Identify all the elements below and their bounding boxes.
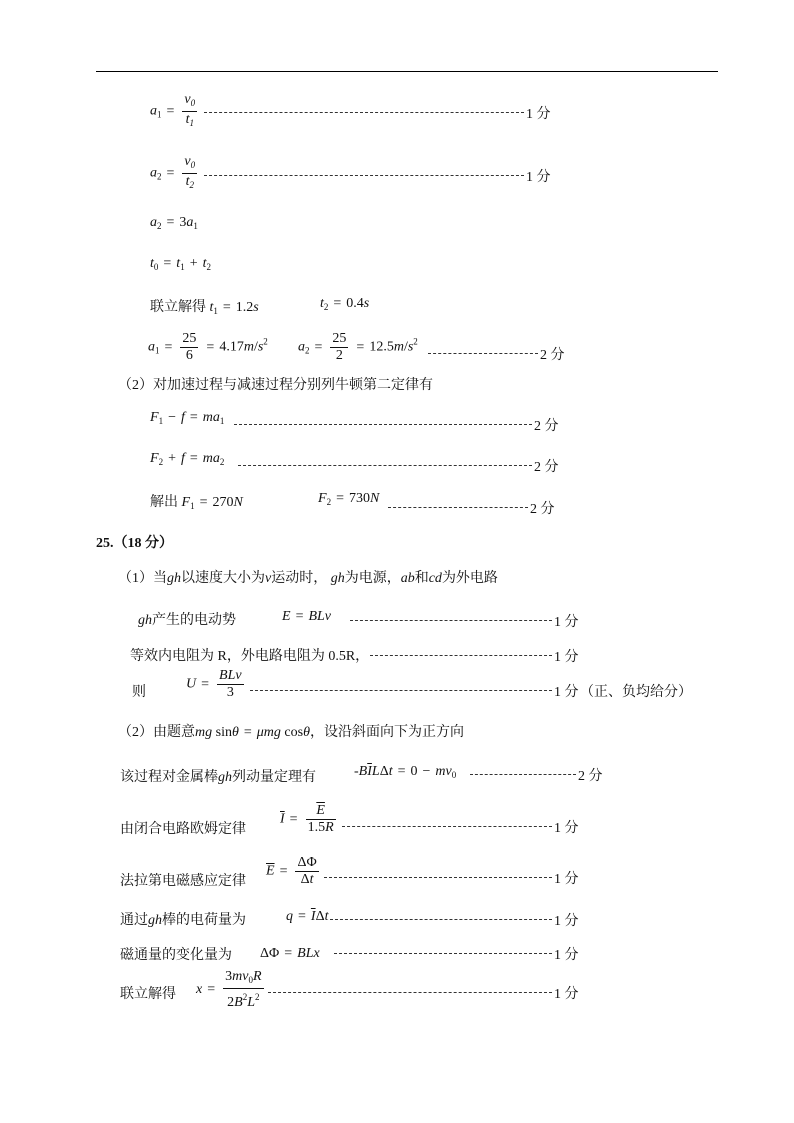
score-mark: 2 分	[530, 502, 555, 517]
equation-f2: $F_2 + f = ma_2$	[150, 451, 225, 467]
score-mark: 1 分	[554, 914, 579, 929]
score-mark: 1 分	[554, 685, 579, 700]
intro-text: （2）由题意	[118, 725, 195, 740]
equation-a1: $a_1$ = $\frac{v_0}{t_1}$	[150, 92, 196, 128]
score-mark: 1 分	[526, 107, 551, 122]
score-mark: 1 分	[554, 650, 579, 665]
part2-intro: （2）对加速过程与减速过程分别列牛顿第二定律有	[118, 378, 433, 393]
equation-a2-3a1: $a_2 = 3a_1$	[150, 215, 198, 231]
charge-label: 通过gh棒的电荷量为	[120, 913, 246, 928]
final-label: 联立解得	[120, 987, 176, 1002]
ohm-label: 由闭合电路欧姆定律	[120, 822, 246, 837]
faraday-label: 法拉第电磁感应定律	[120, 874, 246, 889]
emf-label-line: gh产生的电动势	[138, 613, 236, 628]
score-mark: 2 分	[534, 460, 559, 475]
score-mark: 1 分	[554, 615, 579, 630]
solve-label: 解出	[150, 495, 178, 510]
dash-leader	[342, 826, 552, 827]
emf-label: 产生的电动势	[152, 613, 236, 628]
equation-a2-value: $a_2$ = $\frac{25}{2}$ = $12.5m/s^2$	[298, 331, 418, 363]
score-mark: 1 分	[526, 170, 551, 185]
dash-leader	[334, 953, 552, 954]
dash-leader	[350, 620, 552, 621]
intro-text: （1）当	[118, 571, 167, 586]
resistance-text: 等效内电阻为 R，外电路电阻为 0.5R，	[130, 649, 370, 664]
momentum-label: 该过程对金属棒gh列动量定理有	[120, 770, 316, 785]
equation-a1-value: $a_1$ = $\frac{25}{6}$ = $4.17m/s^2$	[148, 331, 268, 363]
dash-leader	[324, 877, 552, 878]
score-mark: 1 分	[554, 987, 579, 1002]
intro-text: 和	[414, 571, 429, 586]
equation-charge: $q = \overline{I}\Delta t$	[286, 909, 329, 924]
ze-label: 则	[132, 685, 146, 700]
score-mark: 1 分	[554, 872, 579, 887]
label-text: 棒的电荷量为	[162, 913, 246, 928]
intro-text: ，设沿斜面向下为正方向	[309, 725, 464, 740]
solve-t2: $t_2 = 0.4s$	[320, 296, 370, 312]
intro-text: 以速度大小为	[181, 571, 265, 586]
score-mark: 1 分	[554, 948, 579, 963]
intro-text: 为电源，	[344, 571, 401, 586]
equation-emf: E = BLv	[282, 609, 332, 624]
header-rule	[96, 71, 718, 72]
label-text: 该过程对金属棒	[120, 770, 218, 785]
intro-text: 运动时，	[271, 571, 328, 586]
dash-leader	[238, 465, 532, 466]
dash-leader	[204, 112, 524, 113]
results-label: 联立解得	[150, 300, 206, 315]
dash-leader	[388, 507, 528, 508]
q25-part2-intro: （2）由题意mg sinθ = μmg cosθ，设沿斜面向下为正方向	[118, 725, 464, 740]
dash-leader	[234, 424, 532, 425]
dash-leader	[330, 919, 552, 920]
dash-leader	[268, 992, 552, 993]
score-note: （正、负均给分）	[580, 685, 692, 700]
dash-leader	[250, 690, 552, 691]
equation-faraday: $\overline{E}$ = $\frac{\Delta\Phi}{\Delta t}$	[266, 855, 317, 887]
score-mark: 2 分	[534, 419, 559, 434]
label-text: 通过	[120, 913, 148, 928]
dash-leader	[204, 175, 524, 176]
equation-ohm: $\overline{I}$ = $\frac{\overline{E}}{1.5R}$	[280, 803, 334, 835]
intro-text: 为外电路	[441, 571, 498, 586]
q25-part1-intro: （1）当gh以速度大小为v运动时， gh为电源，ab和cd为外电路	[118, 571, 498, 586]
score-mark: 2 分	[540, 348, 565, 363]
label-text: 列动量定理有	[232, 770, 316, 785]
score-mark: 2 分	[578, 769, 603, 784]
score-mark: 1 分	[554, 821, 579, 836]
solve-times: 联立解得 $t_1 = 1.2s$	[150, 300, 259, 316]
solve-forces: 解出 $F_1 = 270N$	[150, 495, 243, 511]
dash-leader	[470, 774, 576, 775]
flux-label: 磁通量的变化量为	[120, 948, 232, 963]
equation-momentum: $-B\overline{I}L\Delta t = 0 - mv_0$	[354, 764, 457, 780]
equation-flux: ΔΦ = BLx	[260, 946, 320, 961]
dash-leader	[428, 353, 538, 354]
solve-f2: $F_2 = 730N$	[318, 491, 380, 507]
dash-leader	[370, 655, 552, 656]
equation-f1: $F_1 - f = ma_1$	[150, 410, 225, 426]
equation-t0: $t_0 = t_1 + t_2$	[150, 256, 211, 272]
question-25-header: 25.（18 分）	[96, 536, 173, 551]
equation-final: x = $\frac{3mv_0R}{2B^2L^2}$	[196, 969, 262, 1010]
equation-a2: $a_2$ = $\frac{v_0}{t_2}$	[150, 154, 196, 190]
equation-voltage: U = $\frac{\text{BLv}}{3}$	[186, 668, 242, 700]
